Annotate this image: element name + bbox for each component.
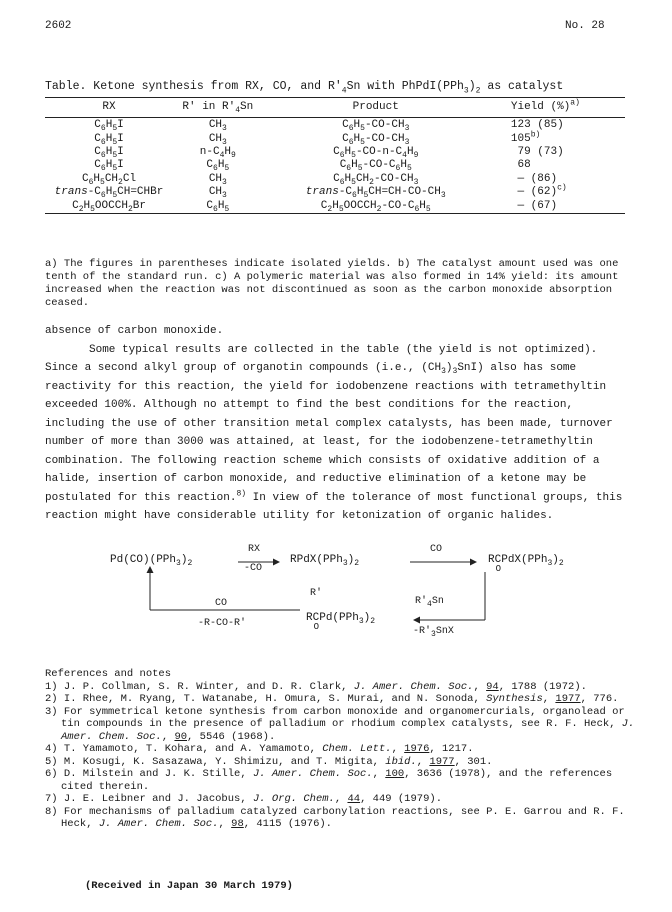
table-row xyxy=(45,186,625,199)
cell-yield: — (86) xyxy=(510,172,558,185)
cell-r-prime: $C_6H_5$ xyxy=(206,199,230,214)
cell-product: $C_6H_5-CO-n-C_4H_9$ xyxy=(333,145,419,161)
cell-yield: — (67) xyxy=(510,199,558,212)
cell-rx: $C_6H_5I$ xyxy=(94,159,124,174)
rpdx-complex: $RPdX(PPh_3)_2$ xyxy=(290,554,360,569)
cell-r-prime: $CH_3$ xyxy=(208,132,227,147)
cell-yield: 79 (73) xyxy=(510,145,564,158)
reference-item: 4) T. Yamamoto, T. Kohara, and A. Yamamoto, Chem. Lett., 1976, 1217. xyxy=(45,743,474,755)
col-header-r-prime: R' in $R'_4Sn$ xyxy=(182,101,254,116)
col-header-product: Product xyxy=(352,101,399,113)
paragraph-continuation: absence of carbon monoxide. xyxy=(45,325,224,337)
cell-rx: $C_6H_5CH_2Cl$ xyxy=(81,172,137,187)
col-header-yield: Yield (%)$^{a)}$ xyxy=(510,98,580,113)
table-row xyxy=(45,159,625,172)
cell-yield: 123 (85) xyxy=(510,119,564,132)
table-caption: Table. Ketone synthesis from RX, CO, and $R'_4Sn$ with $PhPdI(PPh_3)_2$ as catalyst xyxy=(45,80,564,96)
received-date: (Received in Japan 30 March 1979) xyxy=(85,880,293,892)
reference-item: 3) For symmetrical ketone synthesis from carbon monoxide and organomercurials, organolead or tin compounds in the presence of palladium or rhodium complex catalysts, see R. F. Heck, J. Amer. Chem. Soc., 90, 5546 (1968). xyxy=(45,705,635,743)
table-row xyxy=(45,199,625,212)
cell-yield: 68 xyxy=(510,159,531,172)
reference-item: 1) J. P. Collman, S. R. Winter, and D. R. Clark, J. Amer. Chem. Soc., 94, 1788 (1972). xyxy=(45,680,587,693)
pd-co-complex: $Pd(CO)(PPh_3)_2$ xyxy=(110,554,193,569)
co-regeneration: CO xyxy=(215,598,228,609)
acyl-pd-complex: RC O $PdX(PPh_3)_2$ xyxy=(488,554,564,574)
cell-product: $C_6H_5CH_2-CO-CH_3$ xyxy=(333,172,419,187)
ketone-synthesis-table xyxy=(45,99,625,213)
co-loss: -CO xyxy=(244,563,263,574)
cell-yield: 105$^{b)}$ xyxy=(510,129,541,145)
reference-item: 5) M. Kosugi, K. Sasazawa, Y. Shimizu, and T. Migita, ibid., 1977, 301. xyxy=(45,755,493,768)
reference-item: 2) I. Rhee, M. Ryang, T. Watanabe, H. Omura, S. Murai, and N. Sonoda, Synthesis, 1977, 776. xyxy=(45,693,619,705)
cell-r-prime: $CH_3$ xyxy=(208,119,227,134)
reference-item: 6) D. Milstein and J. K. Stille, J. Amer. Chem. Soc., 100, 3636 (1978), and the references cited therein. xyxy=(45,768,613,793)
table-row xyxy=(45,146,625,159)
tetraalkyltin-reagent: $R'_4Sn$ xyxy=(415,596,444,609)
references-section xyxy=(45,668,635,831)
table-header-row xyxy=(45,99,625,115)
cell-r-prime: $C_6H_5$ xyxy=(206,159,230,174)
co-insertion: CO xyxy=(430,544,443,555)
footnote-text: a) The figures in parentheses indicate isolated yields. b) The catalyst amount used was one tenth of the standard run. c) A polymeric material was also formed in 14% yield: its amount increased when the reaction was not discontinued as soon as the carbon monoxide absorption ceased. xyxy=(45,258,619,309)
page-number: 2602 xyxy=(45,20,72,32)
col-header-rx: RX xyxy=(102,101,116,113)
references-list xyxy=(45,681,635,831)
cell-rx: trans-$C_6H_5CH=CHBr$ xyxy=(54,186,164,201)
r-prime-substituent: R' xyxy=(310,588,323,599)
cell-product: trans-$C_6H_5CH=CH-CO-CH_3$ xyxy=(305,186,446,201)
cell-product: $C_6H_5-CO-CH_3$ xyxy=(342,119,410,134)
rx-reagent: RX xyxy=(248,544,261,555)
cell-product: $C_6H_5-CO-C_6H_5$ xyxy=(339,159,412,174)
acyl-alkyl-pd-complex: RC O $Pd(PPh_3)_2$ xyxy=(306,612,376,632)
trialkyltin-halide: $-R'_3SnX$ xyxy=(413,626,454,639)
cell-rx: $C_6H_5I$ xyxy=(94,119,124,134)
table-top-rule xyxy=(45,97,625,98)
reference-item: 8) For mechanisms of palladium catalyzed carbonylation reactions, see P. E. Garrou and R. F. Heck, J. Amer. Chem. Soc., 98, 4115 (1976). xyxy=(45,805,625,830)
cell-product: $C_6H_5-CO-CH_3$ xyxy=(342,132,410,147)
ketone-product: -R-CO-R' xyxy=(198,618,247,629)
table-footnotes xyxy=(45,258,630,310)
cell-r-prime: $CH_3$ xyxy=(208,172,227,187)
cell-rx: $C_6H_5I$ xyxy=(94,145,124,161)
table-body xyxy=(45,119,625,213)
cell-r-prime: $CH_3$ xyxy=(208,186,227,201)
issue-number: No. 28 xyxy=(565,20,605,32)
table-row xyxy=(45,132,625,145)
reaction-scheme xyxy=(110,544,580,648)
paragraph-results: Some typical results are collected in the table (the yield is not optimized). Since a second alkyl group of organotin compounds (i.e., $(CH_3)_3SnI$) also has some reactivity for this reaction, the yield for iodobenzene reactions with tetramethyltin exceeded 100%. Although no attempt to find the best conditions for the reaction, including the use of other transition metal complex catalysts, has been made, turnover number of more than 3000 was attained, at least, for the iodobenzene-tetramethyltin combination. The following reaction scheme which consists of oxidative addition of a halide, insertion of carbon monoxide, and reductive elimination of a ketone may be postulated for this reaction.$^{8)}$ In view of the tolerance of most functional groups, this reaction might have considerable utility for ketonization of organic halides. xyxy=(45,343,623,522)
references-heading: References and notes xyxy=(45,668,172,680)
body-text xyxy=(45,322,630,526)
cell-rx: $C_2H_5OOCCH_2Br$ xyxy=(72,199,146,214)
table-row xyxy=(45,173,625,186)
cell-product: $C_2H_5OOCCH_2-CO-C_6H_5$ xyxy=(320,199,431,214)
cell-r-prime: $n-C_4H_9$ xyxy=(199,145,236,161)
reference-item: 7) J. E. Leibner and J. Jacobus, J. Org. Chem., 44, 449 (1979). xyxy=(45,793,442,805)
cell-rx: $C_6H_5I$ xyxy=(94,132,124,147)
cell-yield: — $(62)^{c)}$ xyxy=(510,183,567,199)
